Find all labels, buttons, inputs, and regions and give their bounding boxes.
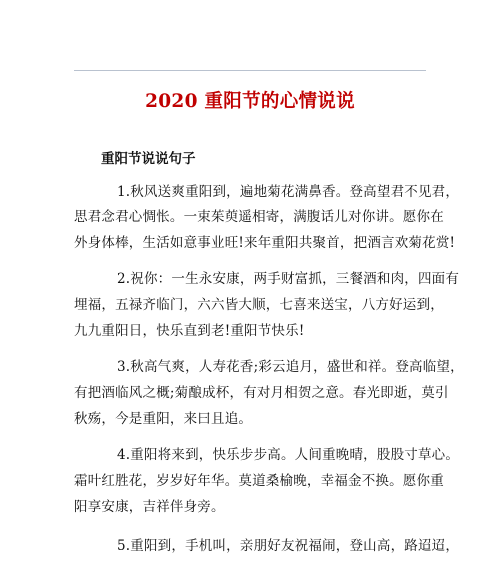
paragraph-line: 有把酒临风之概;菊酿成杯，有对月相贺之意。春光即逝，莫引 bbox=[74, 385, 449, 401]
paragraph-line: 1.秋风送爽重阳到，遍地菊花满鼻香。登高望君不见君， bbox=[117, 184, 460, 200]
section-heading: 重阳节说说句子 bbox=[101, 151, 196, 167]
paragraph-line: 埋福，五禄齐临门，六六皆大顺，七喜来送宝，八方好运到， bbox=[74, 297, 444, 313]
paragraph-line: 5.重阳到，手机叫，亲朋好友祝福闹，登山高，路迢迢， bbox=[117, 538, 460, 554]
document-title: 2020 重阳节的心情说说 bbox=[145, 91, 355, 112]
paragraph-line: 外身体棒，生活如意事业旺!来年重阳共聚首，把酒言欢菊花赏! bbox=[74, 235, 456, 251]
paragraph-line: 秋殇，今是重阳，来曰且追。 bbox=[74, 411, 253, 427]
paragraph-line: 4.重阳将来到，快乐步步高。人间重晚晴，股股寸草心。 bbox=[117, 447, 460, 463]
paragraph-line: 3.秋高气爽，人寿花香;彩云追月，盛世和祥。登高临望， bbox=[117, 359, 464, 375]
paragraph-line: 2.祝你：一生永安康，两手财富抓，三餐酒和肉，四面有 bbox=[117, 271, 460, 287]
header-divider bbox=[74, 70, 426, 71]
paragraph-line: 思君念君心惆怅。一束茱萸遥相寄，满腹话儿对你讲。愿你在 bbox=[74, 209, 444, 225]
paragraph-line: 阳享安康，吉祥伴身旁。 bbox=[74, 499, 225, 515]
paragraph-line: 九九重阳日，快乐直到老!重阳节快乐! bbox=[74, 323, 305, 339]
paragraph-line: 霜叶红胜花，岁岁好年华。莫道桑榆晚，幸福金不换。愿你重 bbox=[74, 473, 444, 489]
